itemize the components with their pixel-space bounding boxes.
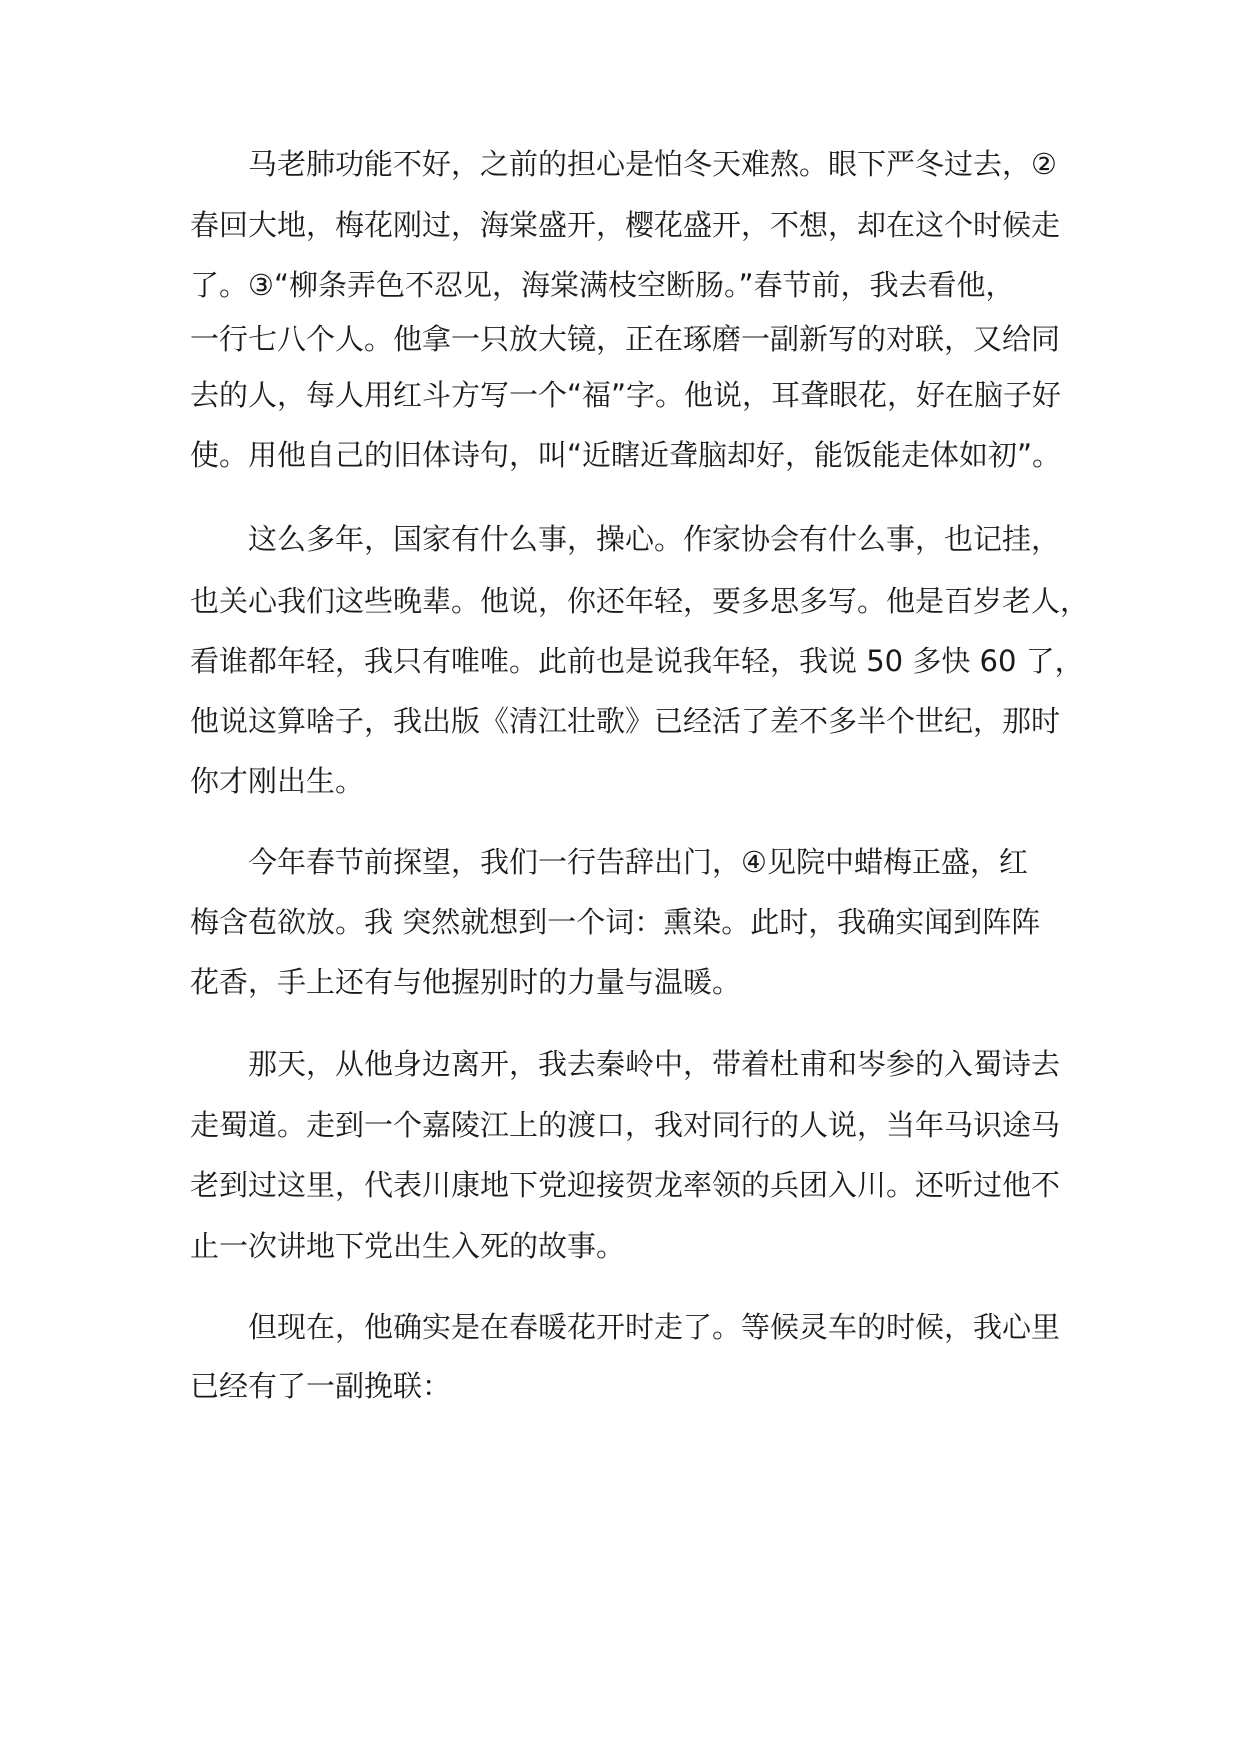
text-line: 他说这算啥子，我出版《清江壮歌》已经活了差不多半个世纪，那时 [190,704,1061,738]
text-line: 走蜀道。走到一个嘉陵江上的渡口，我对同行的人说，当年马识途马 [190,1108,1061,1142]
text-line: 了。③“柳条弄色不忍见，海棠满枝空断肠。”春节前，我去看他， [190,268,1015,302]
text-line: 梅含苞欲放。我 突然就想到一个词：熏染。此时，我确实闻到阵阵 [190,905,1041,939]
text-line: 一行七八个人。他拿一只放大镜，正在琢磨一副新写的对联，又给同 [190,322,1061,356]
text-line: 看谁都年轻，我只有唯唯。此前也是说我年轻，我说 50 多快 60 了， [190,644,1084,678]
text-line: 止一次讲地下党出生入死的故事。 [190,1229,626,1263]
text-line: 今年春节前探望，我们一行告辞出门，④见院中蜡梅正盛，红 [248,845,1028,879]
text-line: 去的人，每人用红斗方写一个“福”字。他说，耳聋眼花，好在脑子好 [190,378,1062,412]
text-line: 花香，手上还有与他握别时的力量与温暖。 [190,965,742,999]
text-line: 老到过这里，代表川康地下党迎接贺龙率领的兵团入川。还听过他不 [190,1168,1061,1202]
text-line: 你才刚出生。 [190,764,365,798]
text-line: 使。用他自己的旧体诗句，叫“近瞎近聋脑却好，能饭能走体如初”。 [190,438,1062,472]
text-line: 那天，从他身边离开，我去秦岭中，带着杜甫和岑参的入蜀诗去 [248,1047,1061,1081]
text-line: 已经有了一副挽联： [190,1369,452,1403]
text-line: 但现在，他确实是在春暖花开时走了。等候灵车的时候，我心里 [248,1310,1061,1344]
text-line: 春回大地，梅花刚过，海棠盛开，樱花盛开，不想，却在这个时候走 [190,208,1061,242]
text-line: 这么多年，国家有什么事，操心。作家协会有什么事，也记挂， [248,522,1061,556]
text-line: 也关心我们这些晚辈。他说，你还年轻，要多思多写。他是百岁老人， [190,584,1090,618]
text-line: 马老肺功能不好，之前的担心是怕冬天难熬。眼下严冬过去，② [248,147,1057,181]
